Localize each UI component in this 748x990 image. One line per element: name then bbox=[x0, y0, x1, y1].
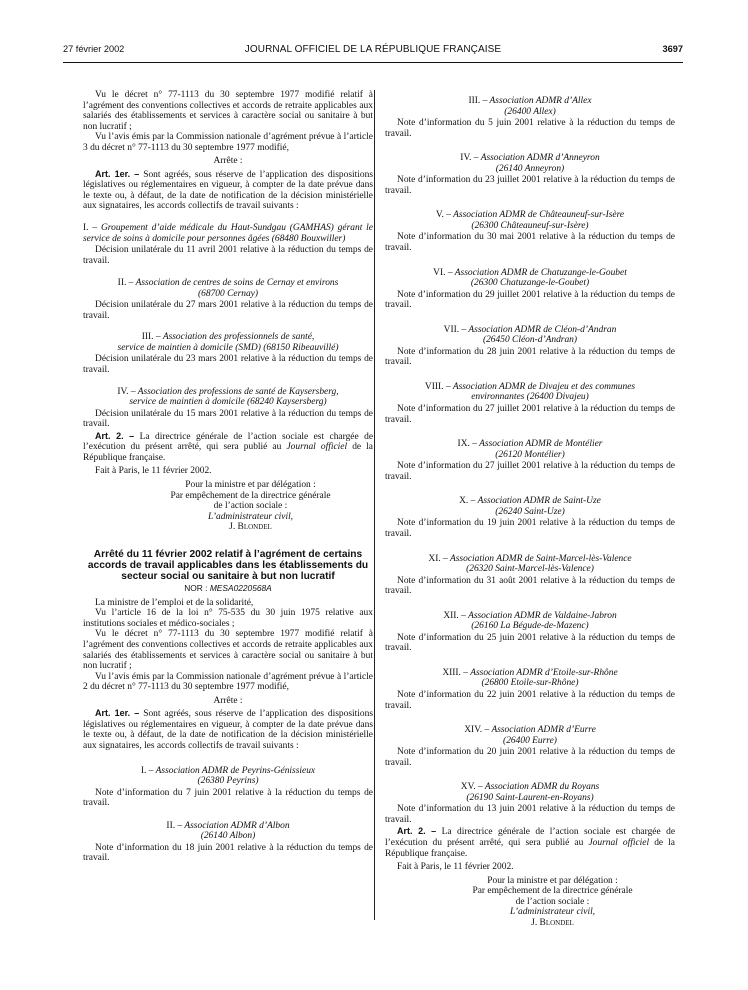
item-4-decision: Décision unilatérale du 15 mars 2001 relative à la réduction du temps de travail. bbox=[83, 408, 373, 430]
ritem-13-note: Note d’information du 22 juin 2001 relative à la réduction du temps de travail. bbox=[385, 689, 675, 711]
ritem-14-name: Association ADMR d’Eurre bbox=[491, 725, 596, 736]
item-1-heading bbox=[83, 223, 373, 244]
ritem-14-num: XIV. – bbox=[464, 725, 490, 736]
right-article-2-text-2: de la République française. bbox=[385, 837, 675, 859]
header-date: 27 février 2002 bbox=[63, 44, 125, 54]
right-sig-line-2: Par empêchement de la directrice générale bbox=[472, 886, 633, 897]
article-1-label: Art. 1er. – bbox=[95, 168, 140, 179]
ritem-14 bbox=[385, 725, 675, 768]
ritem-6-note: Note d’information du 29 juillet 2001 relative à la réduction du temps de travail. bbox=[385, 289, 675, 311]
ritem-4-note: Note d’information du 23 juillet 2001 relative à la réduction du temps de travail. bbox=[385, 175, 675, 196]
ritem-15 bbox=[385, 782, 675, 825]
ritem-13 bbox=[385, 668, 675, 711]
item2-1 bbox=[83, 766, 373, 809]
ritem-11 bbox=[385, 554, 675, 597]
ritem-9-note: Note d’information du 27 juillet 2001 relative à la réduction du temps de travail. bbox=[385, 461, 675, 482]
article-2-text-2: de la République française. bbox=[83, 442, 373, 463]
ritem-6-place: (26300 Chatuzange-le-Goubet) bbox=[470, 278, 590, 289]
ritem-4 bbox=[385, 153, 675, 196]
article-2 bbox=[83, 431, 373, 464]
ritem-11-name: Association ADMR de Saint-Marcel-lès-Valence bbox=[449, 553, 632, 564]
item-2-place: (68700 Cernay) bbox=[197, 288, 259, 299]
item2-2-name: Association ADMR d’Albon bbox=[184, 820, 290, 831]
sig-line-1: Pour la ministre et par délégation : bbox=[185, 479, 316, 490]
ritem-10-num: X. – bbox=[459, 496, 476, 507]
ritem-11-heading bbox=[385, 554, 675, 565]
signature-block bbox=[158, 480, 343, 533]
sig-line-2: Par empêchement de la directrice générale bbox=[170, 490, 331, 501]
ritem-7 bbox=[385, 325, 675, 368]
ritem-14-place: (26400 Eurre) bbox=[503, 735, 557, 746]
ritem-9-place: (26120 Montélier) bbox=[495, 449, 565, 460]
ritem-5-place: (26300 Châteauneuf-sur-Isère) bbox=[471, 220, 589, 231]
nor-code: MESA0220568A bbox=[209, 583, 272, 594]
item-4-heading bbox=[83, 387, 373, 398]
article-1 bbox=[83, 169, 373, 212]
ritem-6-name: Association ADMR de Chatuzange-le-Goubet bbox=[454, 267, 627, 278]
ritem-3 bbox=[385, 96, 675, 139]
arrete-label: Arrête : bbox=[213, 156, 243, 167]
header-rule bbox=[63, 62, 683, 63]
vu-avis-2: Vu l’avis émis par la Commission nationale d’agrément prévue à l’article 2 du décret n° 77-1113 du 30 septembre 1977 modifié, bbox=[83, 671, 373, 693]
ritem-13-name: Association ADMR d’Etoile-sur-Rhône bbox=[470, 667, 618, 678]
ritem-15-place: (26190 Saint-Laurent-en-Royans) bbox=[466, 792, 594, 803]
ritem-8-note: Note d’information du 27 juillet 2001 relative à la réduction du temps de travail. bbox=[385, 404, 675, 425]
ritem-4-place: (26140 Anneyron) bbox=[495, 163, 565, 174]
article-2-label: Art. 2. – bbox=[95, 430, 135, 441]
ritem-8-heading bbox=[385, 382, 675, 393]
item-3-place: service de maintien à domicile (SMD) (68150 Ribeauvillé) bbox=[117, 342, 339, 353]
page-header bbox=[63, 44, 683, 58]
vu-decret: Vu le décret n° 77-1113 du 30 septembre 1977 modifié relatif à l’agrément des conventions collectives et accords de retraite applicables aux salariés des établissements et services à caractère social ou sanitaire à but non lucratif ; bbox=[83, 90, 373, 132]
item2-1-num: I. – bbox=[140, 765, 154, 776]
item-4 bbox=[83, 387, 373, 430]
item-4-name: Association des professions de santé de Kaysersberg, bbox=[137, 386, 339, 397]
item-2 bbox=[83, 278, 373, 321]
item-2-num: II. – bbox=[117, 278, 134, 289]
item2-2-heading bbox=[83, 821, 373, 832]
ritem-14-heading bbox=[385, 725, 675, 736]
ritem-11-place: (26320 Saint-Marcel-lès-Valence) bbox=[466, 564, 594, 575]
item-1 bbox=[83, 223, 373, 266]
vu-avis: Vu l’avis émis par la Commission nationale d’agrément prévue à l’article 3 du décret n° 77-1113 du 30 septembre 1977 modifié, bbox=[83, 132, 373, 153]
ritem-12-place: (26160 La Bégude-de-Mazenc) bbox=[471, 621, 589, 632]
item2-2-place: (26140 Albon) bbox=[200, 831, 256, 842]
ritem-9-num: IX. – bbox=[457, 439, 477, 450]
ritem-12-name: Association ADMR de Valdaine-Jabron bbox=[468, 610, 617, 621]
ritem-10-note: Note d’information du 19 juin 2001 relative à la réduction du temps de travail. bbox=[385, 518, 675, 539]
item-3-num: III. – bbox=[141, 332, 161, 343]
right-sig-line-3: de l’action sociale : bbox=[515, 896, 590, 907]
right-article-2-journal: Journal officiel bbox=[588, 837, 650, 848]
ritem-6-num: VI. – bbox=[433, 267, 453, 278]
ritem-9-name: Association ADMR de Montélier bbox=[479, 439, 603, 450]
vu-loi: Vu l’article 16 de la loi n° 75-535 du 30 juin 1975 relative aux institutions sociales et médico-sociales ; bbox=[83, 608, 373, 629]
ritem-5-num: V. – bbox=[435, 210, 451, 221]
right-column bbox=[385, 90, 675, 928]
ritem-3-num: III. – bbox=[468, 96, 488, 106]
right-article-2-label: Art. 2. – bbox=[397, 826, 437, 837]
ministre: La ministre de l’emploi et de la solidarité, bbox=[95, 597, 254, 608]
nor-label: NOR : bbox=[184, 583, 208, 594]
item2-1-note: Note d’information du 7 juin 2001 relative à la réduction du temps de travail. bbox=[83, 787, 373, 809]
item-2-heading bbox=[83, 278, 373, 289]
ritem-13-place: (26800 Etoile-sur-Rhône) bbox=[481, 678, 579, 689]
ritem-3-note: Note d’information du 5 juin 2001 relative à la réduction du temps de travail. bbox=[385, 118, 675, 139]
item-2-name: Association de centres de soins de Cernay et environs bbox=[135, 278, 339, 289]
page-number: 3697 bbox=[662, 44, 683, 54]
item-3 bbox=[83, 332, 373, 375]
ritem-3-heading bbox=[385, 96, 675, 107]
right-signature-block bbox=[460, 876, 645, 929]
item-2-decision: Décision unilatérale du 27 mars 2001 relative à la réduction du temps de travail. bbox=[83, 300, 373, 321]
vu-decret-2: Vu le décret n° 77-1113 du 30 septembre 1977 modifié relatif à l’agrément des conventions collectives et accords de retraite applicables aux salariés des établissements et services à caractère social ou sanitaire à but non lucratif ; bbox=[83, 629, 373, 672]
ritem-13-num: XIII. – bbox=[442, 667, 468, 678]
item-3-name: Association des professionnels de santé, bbox=[162, 332, 315, 343]
sig-line-4: L’administrateur civil, bbox=[207, 511, 294, 522]
ritem-4-heading bbox=[385, 153, 675, 164]
ritem-11-note: Note d’information du 31 août 2001 relative à la réduction du temps de travail. bbox=[385, 575, 675, 597]
left-column bbox=[83, 90, 373, 864]
ritem-10-place: (26240 Saint-Uze) bbox=[495, 506, 565, 517]
ritem-4-name: Association ADMR d’Anneyron bbox=[480, 153, 600, 164]
right-fait-a-paris: Fait à Paris, le 11 février 2002. bbox=[397, 862, 514, 873]
ritem-5-name: Association ADMR de Châteauneuf-sur-Isère bbox=[453, 210, 625, 221]
ritem-9 bbox=[385, 439, 675, 482]
ritem-15-heading bbox=[385, 782, 675, 793]
ritem-7-name: Association ADMR de Cléon-d’Andran bbox=[468, 324, 617, 335]
article-1-text: Sont agréés, sous réserve de l’application des dispositions législatives ou réglementaires en vigueur, à compter de la date prévue dans le texte ou, à défaut, de la date de notification de la décision ministérielle aux signataires, les accords collectifs de travail suivants : bbox=[83, 169, 374, 212]
ritem-8 bbox=[385, 382, 675, 425]
ritem-4-num: IV. – bbox=[460, 153, 479, 164]
ritem-15-num: XV. – bbox=[460, 782, 483, 793]
item-1-decision: Décision unilatérale du 11 avril 2001 relative à la réduction du temps de travail. bbox=[83, 245, 373, 266]
article-1b-label: Art. 1er. – bbox=[95, 708, 140, 719]
ritem-9-heading bbox=[385, 439, 675, 450]
item-4-num: IV. – bbox=[117, 386, 136, 397]
right-sig-line-4: L’administrateur civil, bbox=[509, 907, 596, 918]
ritem-12-heading bbox=[385, 611, 675, 622]
item2-2 bbox=[83, 821, 373, 864]
journal-title: JOURNAL OFFICIEL DE LA RÉPUBLIQUE FRANÇAISE bbox=[244, 44, 502, 55]
sig-name: J. Blondel bbox=[229, 522, 272, 533]
ritem-14-note: Note d’information du 20 juin 2001 relative à la réduction du temps de travail. bbox=[385, 747, 675, 768]
item2-1-place: (26380 Peyrins) bbox=[197, 776, 259, 787]
ritem-15-note: Note d’information du 13 juin 2001 relative à la réduction du temps de travail. bbox=[385, 804, 675, 825]
item-4-place: service de maintien à domicile (68240 Kaysersberg) bbox=[129, 397, 327, 408]
ritem-5-note: Note d’information du 30 mai 2001 relative à la réduction du temps de travail. bbox=[385, 232, 675, 254]
right-sig-line-1: Pour la ministre et par délégation : bbox=[487, 875, 618, 886]
ritem-13-heading bbox=[385, 668, 675, 679]
arrete-label-2: Arrête : bbox=[213, 695, 243, 706]
ritem-6-heading bbox=[385, 268, 675, 279]
article-1b-text: Sont agréés, sous réserve de l’application des dispositions législatives ou réglementaires en vigueur, à compter de la date prévue dans le texte ou, à défaut, de la date de notification de la décision ministérielle aux signataires, les accords collectifs de travail suivants : bbox=[83, 709, 374, 751]
item-3-decision: Décision unilatérale du 23 mars 2001 relative à la réduction du temps de travail. bbox=[83, 354, 373, 376]
item2-2-note: Note d’information du 18 juin 2001 relative à la réduction du temps de travail. bbox=[83, 842, 373, 864]
ritem-5 bbox=[385, 210, 675, 253]
ritem-7-note: Note d’information du 28 juin 2001 relative à la réduction du temps de travail. bbox=[385, 346, 675, 368]
ritem-11-num: XI. – bbox=[428, 553, 448, 564]
ritem-10 bbox=[385, 496, 675, 539]
ritem-3-place: (26400 Allex) bbox=[504, 106, 556, 117]
item-1-num: I. – bbox=[83, 223, 98, 234]
ritem-8-num: VIII. – bbox=[424, 381, 451, 392]
item2-2-num: II. – bbox=[166, 820, 183, 831]
ritem-7-num: VII. – bbox=[443, 324, 467, 335]
item-1-name: Groupement d’aide médicale du Haut-Sundgau (GAMHAS) gérant le service de soins à domicile pour personnes âgées (68480 Bouxwiller) bbox=[83, 223, 373, 244]
ritem-12-note: Note d’information du 25 juin 2001 relative à la réduction du temps de travail. bbox=[385, 632, 675, 654]
nor-reference bbox=[83, 583, 373, 594]
ritem-8-place: environnantes (26400 Divajeu) bbox=[471, 392, 589, 403]
right-article-2 bbox=[385, 826, 675, 859]
ritem-12 bbox=[385, 611, 675, 654]
ritem-7-place: (26450 Cléon-d’Andran) bbox=[482, 335, 578, 346]
item2-1-name: Association ADMR de Peyrins-Génissieux bbox=[155, 765, 316, 776]
right-sig-name: J. Blondel bbox=[531, 917, 574, 928]
article-2-journal: Journal officiel bbox=[286, 442, 348, 453]
sig-line-3: de l’action sociale : bbox=[213, 501, 288, 512]
ritem-7-heading bbox=[385, 325, 675, 336]
ritem-10-heading bbox=[385, 496, 675, 507]
ritem-5-heading bbox=[385, 210, 675, 221]
arrete-title: Arrêté du 11 février 2002 relatif à l’agrément de certains accords de travail applicables dans les établissements du secteur social ou sanitaire à but non lucratif bbox=[87, 548, 369, 583]
ritem-10-name: Association ADMR de Saint-Uze bbox=[477, 496, 601, 507]
fait-a-paris: Fait à Paris, le 11 février 2002. bbox=[95, 466, 212, 477]
ritem-12-num: XII. – bbox=[443, 610, 466, 621]
column-divider bbox=[374, 90, 375, 920]
ritem-15-name: Association ADMR du Royans bbox=[484, 782, 600, 793]
ritem-6 bbox=[385, 268, 675, 311]
item-3-heading bbox=[83, 332, 373, 343]
article-1b bbox=[83, 708, 373, 751]
right-article-2-text-1: La directrice générale de l’action sociale est chargée de l’exécution du présent arrêté, qui sera publié au bbox=[385, 827, 676, 848]
item2-1-heading bbox=[83, 766, 373, 777]
ritem-8-name: Association ADMR de Divajeu et des communes bbox=[452, 381, 636, 392]
ritem-3-name: Association ADMR d’Allex bbox=[489, 96, 592, 106]
article-2-text-1: La directrice générale de l’action sociale est chargée de l’exécution du présent arrêté, qui sera publié au bbox=[83, 431, 374, 453]
